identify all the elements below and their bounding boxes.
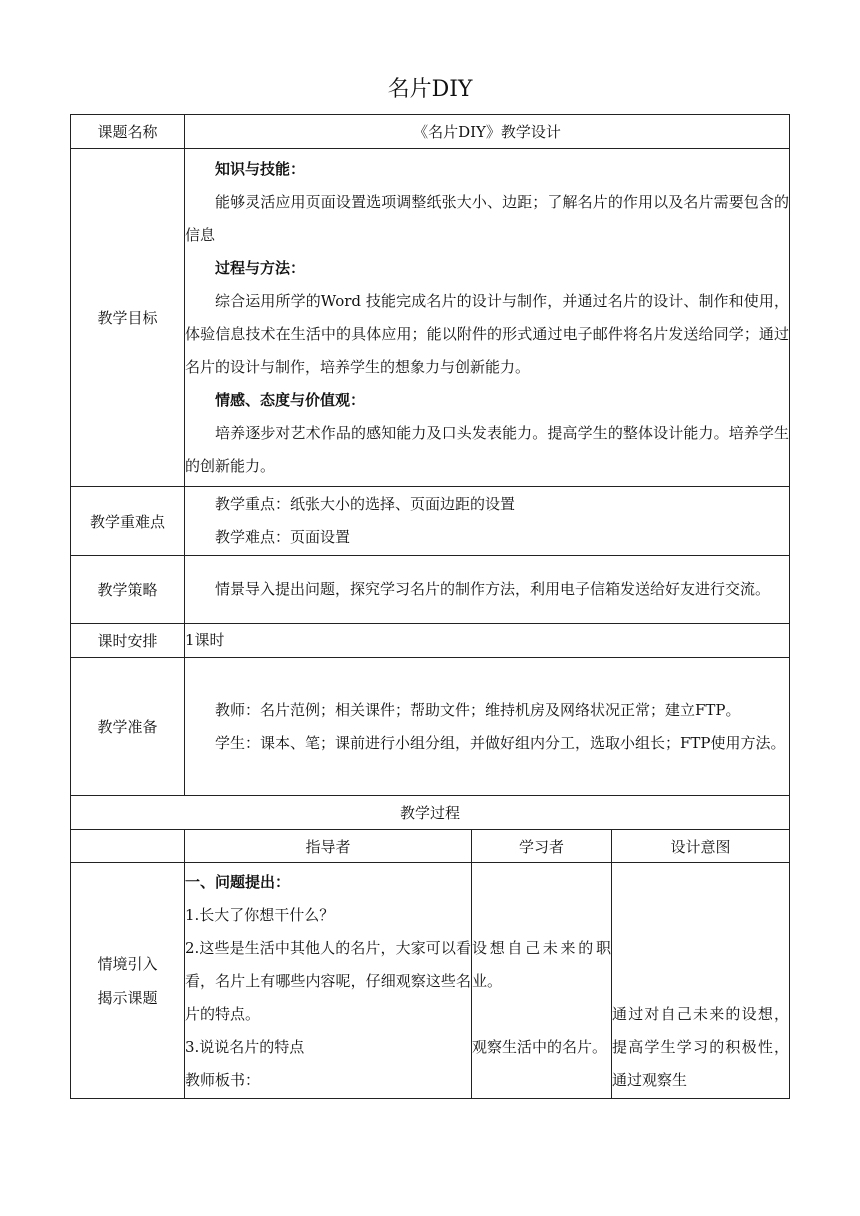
strategy-content: [185, 556, 790, 624]
topic-value: 《名片DIY》教学设计: [185, 115, 790, 149]
stage-1-guide-item: 2.这些是生活中其他人的名片，大家可以看看，名片上有哪些内容呢，仔细观察这些名片的特点。: [185, 939, 471, 1023]
spacer: [472, 899, 611, 932]
stage-1-learner-item: 设想自己未来的职业。: [472, 939, 611, 990]
row-strategy: [71, 556, 790, 624]
spacer: [612, 866, 789, 899]
stage-1-intent: [612, 863, 790, 1099]
preparation-content: [185, 658, 790, 796]
stage-1-label-line2: 揭示课题: [97, 988, 158, 1007]
preparation-student: 学生：课本、笔；课前进行小组分组，并做好组内分工，选取小组长；FTP使用方法。: [215, 733, 786, 752]
preparation-label: 教学准备: [71, 658, 185, 796]
stage-1-guide-item: 3.说说名片的特点: [185, 1038, 305, 1056]
emotion-heading: 情感、态度与价值观：: [215, 390, 366, 409]
knowledge-text: 能够灵活应用页面设置选项调整纸张大小、边距；了解名片的作用以及名片需要包含的信息: [185, 192, 790, 244]
row-schedule: [71, 624, 790, 658]
row-topic: [71, 115, 790, 149]
column-intent: 设计意图: [612, 830, 790, 863]
process-text: 综合运用所学的Word 技能完成名片的设计与制作，并通过名片的设计、制作和使用，体验信息技术在生活中的具体应用；能以附件的形式通过电子邮件将名片发送给同学；通过名片的设计与制作，培养学生的想象力与创新能力。: [185, 291, 790, 376]
row-process-heading: [71, 796, 790, 830]
preparation-teacher: 教师：名片范例；相关课件；帮助文件；维持机房及网络状况正常；建立FTP。: [215, 700, 741, 719]
column-guide: 指导者: [185, 830, 472, 863]
row-key-points: [71, 487, 790, 556]
spacer: [612, 932, 789, 965]
emotion-text: 培养逐步对艺术作品的感知能力及口头发表能力。提高学生的整体设计能力。培养学生的创新能力。: [185, 423, 790, 475]
objectives-label: 教学目标: [71, 149, 185, 487]
stage-1-learner: [472, 863, 612, 1099]
spacer: [472, 866, 611, 899]
stage-1-intent-text: 通过对自己未来的设想，提高学生学习的积极性，通过观察生: [612, 1005, 790, 1089]
objectives-content: [185, 149, 790, 487]
knowledge-heading: 知识与技能：: [215, 159, 306, 178]
stage-1-guide-heading: 一、问题提出：: [185, 873, 291, 891]
spacer: [612, 899, 789, 932]
stage-1-guide: [185, 863, 472, 1099]
row-preparation: [71, 658, 790, 796]
schedule-value: 1课时: [185, 624, 790, 658]
column-learner: 学习者: [472, 830, 612, 863]
document-title: 名片DIY: [387, 77, 473, 102]
row-objectives: [71, 149, 790, 487]
key-points-label: 教学重难点: [71, 487, 185, 556]
spacer: [472, 998, 611, 1031]
topic-label: 课题名称: [71, 115, 185, 149]
stage-1-label-line1: 情境引入: [97, 954, 158, 973]
row-process-columns: [71, 830, 790, 863]
key-difficulty: 教学难点：页面设置: [215, 528, 351, 546]
schedule-label: 课时安排: [71, 624, 185, 658]
process-column-empty: [71, 830, 185, 863]
key-focus: 教学重点：纸张大小的选择、页面边距的设置: [215, 495, 516, 513]
strategy-label: 教学策略: [71, 556, 185, 624]
spacer: [612, 965, 789, 998]
stage-1-label: [71, 863, 185, 1099]
process-heading: 过程与方法：: [215, 258, 306, 277]
strategy-text: 情景导入提出问题，探究学习名片的制作方法，利用电子信箱发送给好友进行交流。: [215, 580, 771, 598]
row-stage-1: [71, 863, 790, 1099]
stage-1-guide-item: 教师板书：: [185, 1071, 261, 1089]
lesson-plan-table: [70, 114, 790, 1099]
key-points-content: [185, 487, 790, 556]
stage-1-learner-item: 观察生活中的名片。: [472, 1038, 608, 1056]
stage-1-guide-item: 1.长大了你想干什么？: [185, 906, 335, 924]
process-heading: 教学过程: [71, 796, 790, 830]
